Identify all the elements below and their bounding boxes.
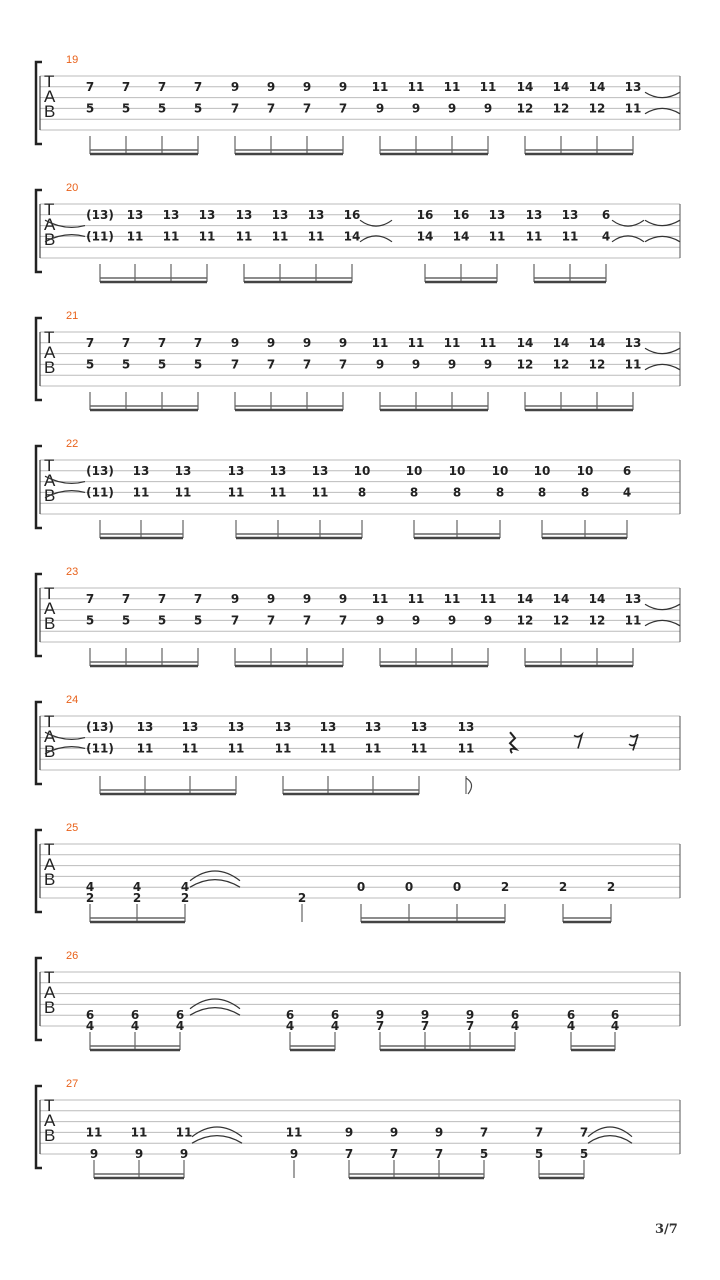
- measure-number: 27: [66, 1078, 79, 1090]
- fret-number: 9: [266, 335, 276, 350]
- slur-curve: [192, 1127, 242, 1143]
- fret-number: 11: [624, 613, 642, 628]
- fret-number: 9: [375, 357, 385, 372]
- fret-number: 5: [85, 613, 95, 628]
- tab-system-27: [36, 1078, 680, 1178]
- fret-number: 14: [552, 591, 570, 606]
- fret-number: 9: [447, 357, 457, 372]
- fret-number: 9: [179, 1147, 189, 1161]
- fret-number: 8: [409, 485, 419, 500]
- fret-number: (11): [86, 229, 114, 244]
- fret-number: 10: [405, 463, 423, 478]
- fret-number: 13: [271, 207, 289, 222]
- fret-number: 9: [447, 613, 457, 628]
- measure-number: 19: [66, 54, 79, 66]
- fret-number: 8: [495, 485, 505, 500]
- fret-number: 11: [407, 335, 425, 350]
- fret-number: 5: [157, 357, 167, 372]
- fret-number: 11: [443, 79, 461, 94]
- fret-number: 11: [311, 485, 329, 500]
- fret-number: 5: [193, 613, 203, 628]
- fret-number: 5: [193, 357, 203, 372]
- fret-number: 11: [457, 741, 475, 756]
- fret-number: 10: [448, 463, 466, 478]
- fret-number: 11: [181, 741, 199, 756]
- fret-number: 13: [227, 463, 245, 478]
- tab-clef-letter: T: [44, 712, 55, 731]
- tab-clef-letter: A: [44, 599, 56, 618]
- fret-number: 5: [121, 101, 131, 116]
- fret-number: 0: [404, 880, 414, 895]
- fret-number: 11: [227, 485, 245, 500]
- fret-number: 4: [85, 1019, 95, 1033]
- fret-number: 5: [85, 357, 95, 372]
- fret-number: 12: [516, 101, 534, 116]
- fret-number: 9: [483, 357, 493, 372]
- fret-number: 14: [552, 335, 570, 350]
- tie-curve: [645, 348, 680, 370]
- fret-number: 6: [601, 207, 611, 222]
- fret-number: 7: [465, 1019, 475, 1033]
- tab-clef-letter: B: [44, 614, 56, 633]
- tab-clef-letter: B: [44, 230, 56, 249]
- fret-number: 7: [230, 101, 240, 116]
- tab-clef-letter: T: [44, 456, 55, 475]
- fret-number: 4: [285, 1019, 295, 1033]
- fret-number: 9: [338, 591, 348, 606]
- tab-system-22: [36, 438, 680, 538]
- fret-number: 11: [407, 79, 425, 94]
- fret-number: 11: [443, 591, 461, 606]
- fret-number: 11: [130, 1125, 148, 1140]
- fret-number: 9: [483, 613, 493, 628]
- fret-number: 7: [230, 357, 240, 372]
- tab-system-23: [36, 566, 680, 666]
- tab-clef-letter: B: [44, 1126, 56, 1145]
- fret-number: 0: [356, 880, 366, 895]
- fret-number: 7: [338, 101, 348, 116]
- fret-number: 5: [479, 1147, 489, 1161]
- fret-number: 5: [121, 357, 131, 372]
- tab-clef-letter: A: [44, 983, 56, 1002]
- measure-number: 20: [66, 182, 79, 194]
- fret-number: 14: [588, 79, 606, 94]
- fret-number: 6: [175, 1008, 185, 1023]
- fret-number: 13: [561, 207, 579, 222]
- fret-number: 11: [271, 229, 289, 244]
- fret-number: 9: [302, 591, 312, 606]
- fret-number: 7: [338, 357, 348, 372]
- fret-number: 9: [302, 79, 312, 94]
- fret-number: 9: [230, 591, 240, 606]
- fret-number: 8: [452, 485, 462, 500]
- fret-number: 9: [338, 335, 348, 350]
- fret-number: 2: [558, 880, 568, 895]
- measure-number: 21: [66, 310, 79, 322]
- tab-clef-letter: A: [44, 727, 56, 746]
- tab-clef-letter: A: [44, 471, 56, 490]
- tie-curve: [612, 220, 644, 242]
- fret-number: 13: [274, 719, 292, 734]
- fret-number: 8: [580, 485, 590, 500]
- fret-number: (11): [86, 741, 114, 756]
- fret-number: 11: [371, 335, 389, 350]
- tab-clef-letter: T: [44, 328, 55, 347]
- fret-number: 11: [319, 741, 337, 756]
- fret-number: 12: [588, 101, 606, 116]
- fret-number: 9: [375, 1008, 385, 1023]
- fret-number: (13): [86, 207, 114, 222]
- tab-clef-letter: B: [44, 358, 56, 377]
- tie-curve: [645, 220, 680, 242]
- tab-clef-letter: A: [44, 1111, 56, 1130]
- fret-number: 11: [235, 229, 253, 244]
- fret-number: 11: [269, 485, 287, 500]
- fret-number: 7: [389, 1147, 399, 1161]
- tie-curve: [645, 604, 680, 626]
- fret-number: 7: [266, 613, 276, 628]
- fret-number: 6: [510, 1008, 520, 1023]
- fret-number: 11: [198, 229, 216, 244]
- fret-number: 14: [588, 335, 606, 350]
- tab-system-20: [36, 182, 680, 282]
- fret-number: 4: [622, 485, 632, 500]
- fret-number: 16: [416, 207, 434, 222]
- fret-number: 14: [516, 335, 534, 350]
- fret-number: 14: [343, 229, 361, 244]
- fret-number: 9: [289, 1147, 299, 1161]
- fret-number: 11: [136, 741, 154, 756]
- fret-number: 8: [357, 485, 367, 500]
- fret-number: 13: [132, 463, 150, 478]
- fret-number: 13: [364, 719, 382, 734]
- fret-number: 9: [447, 101, 457, 116]
- fret-number: 11: [624, 357, 642, 372]
- fret-number: 8: [537, 485, 547, 500]
- fret-number: 7: [121, 79, 131, 94]
- fret-number: 4: [132, 880, 142, 895]
- fret-number: 5: [85, 101, 95, 116]
- fret-number: 11: [126, 229, 144, 244]
- tab-clef-letter: T: [44, 584, 55, 603]
- fret-number: 7: [266, 357, 276, 372]
- fret-number: 6: [330, 1008, 340, 1023]
- system-bracket: [36, 958, 42, 1040]
- fret-number: 5: [157, 101, 167, 116]
- system-bracket: [36, 190, 42, 272]
- fret-number: 14: [452, 229, 470, 244]
- fret-number: 12: [552, 357, 570, 372]
- fret-number: 9: [266, 79, 276, 94]
- fret-number: 11: [525, 229, 543, 244]
- fret-number: 12: [516, 613, 534, 628]
- tab-clef-letter: B: [44, 998, 56, 1017]
- fret-number: 13: [488, 207, 506, 222]
- fret-number: 14: [516, 79, 534, 94]
- fret-number: 13: [307, 207, 325, 222]
- fret-number: 16: [452, 207, 470, 222]
- system-bracket: [36, 574, 42, 656]
- fret-number: 11: [479, 335, 497, 350]
- fret-number: 7: [230, 613, 240, 628]
- tab-system-25: [36, 822, 680, 922]
- measure-number: 22: [66, 438, 79, 450]
- fret-number: 9: [434, 1125, 444, 1140]
- fret-number: 11: [407, 591, 425, 606]
- tab-clef-letter: A: [44, 343, 56, 362]
- fret-number: 2: [180, 891, 190, 905]
- fret-number: 6: [622, 463, 632, 478]
- fret-number: 7: [121, 591, 131, 606]
- fret-number: 5: [579, 1147, 589, 1161]
- fret-number: 7: [121, 335, 131, 350]
- fret-number: 13: [525, 207, 543, 222]
- fret-number: (13): [86, 719, 114, 734]
- fret-number: 7: [302, 357, 312, 372]
- fret-number: 7: [302, 613, 312, 628]
- fret-number: 4: [566, 1019, 576, 1033]
- fret-number: 11: [410, 741, 428, 756]
- fret-number: 11: [175, 1125, 193, 1140]
- tab-clef-letter: B: [44, 742, 56, 761]
- fret-number: 6: [285, 1008, 295, 1023]
- fret-number: 2: [500, 880, 510, 895]
- fret-number: 9: [230, 335, 240, 350]
- fret-number: 7: [157, 591, 167, 606]
- fret-number: 13: [136, 719, 154, 734]
- tab-system-21: [36, 310, 680, 410]
- fret-number: 9: [483, 101, 493, 116]
- fret-number: 10: [576, 463, 594, 478]
- fret-number: 7: [579, 1125, 589, 1140]
- fret-number: 9: [266, 591, 276, 606]
- fret-number: (11): [86, 485, 114, 500]
- fret-number: 7: [193, 79, 203, 94]
- slur-curve: [190, 871, 240, 887]
- fret-number: 5: [193, 101, 203, 116]
- fret-number: 7: [85, 79, 95, 94]
- fret-number: 12: [516, 357, 534, 372]
- fret-number: 9: [375, 613, 385, 628]
- fret-number: 6: [130, 1008, 140, 1023]
- fret-number: 9: [302, 335, 312, 350]
- fret-number: 11: [371, 591, 389, 606]
- fret-number: 10: [533, 463, 551, 478]
- slur-curve: [588, 1127, 632, 1143]
- fret-number: 11: [132, 485, 150, 500]
- fret-number: 5: [157, 613, 167, 628]
- fret-number: 9: [411, 357, 421, 372]
- fret-number: 16: [343, 207, 361, 222]
- fret-number: 11: [624, 101, 642, 116]
- measure-number: 24: [66, 694, 79, 706]
- fret-number: 9: [411, 101, 421, 116]
- fret-number: 12: [552, 613, 570, 628]
- fret-number: 7: [193, 335, 203, 350]
- fret-number: 13: [624, 79, 642, 94]
- fret-number: 4: [601, 229, 611, 244]
- fret-number: 11: [227, 741, 245, 756]
- fret-number: 11: [371, 79, 389, 94]
- fret-number: 11: [479, 79, 497, 94]
- fret-number: 7: [344, 1147, 354, 1161]
- tab-clef-letter: T: [44, 968, 55, 987]
- fret-number: 7: [266, 101, 276, 116]
- fret-number: 9: [134, 1147, 144, 1161]
- fret-number: 12: [588, 613, 606, 628]
- fret-number: 13: [174, 463, 192, 478]
- fret-number: 2: [85, 891, 95, 905]
- fret-number: 13: [319, 719, 337, 734]
- fret-number: 7: [479, 1125, 489, 1140]
- fret-number: 14: [516, 591, 534, 606]
- fret-number: 11: [307, 229, 325, 244]
- quarter-rest: [510, 732, 516, 753]
- fret-number: 2: [297, 891, 307, 905]
- fret-number: 13: [311, 463, 329, 478]
- eighth-rest: [574, 734, 582, 748]
- fret-number: 11: [274, 741, 292, 756]
- note-flag: [466, 778, 472, 794]
- fret-number: 13: [624, 591, 642, 606]
- fret-number: 6: [85, 1008, 95, 1023]
- fret-number: 9: [338, 79, 348, 94]
- fret-number: 9: [89, 1147, 99, 1161]
- fret-number: 11: [285, 1125, 303, 1140]
- tie-curve: [645, 92, 680, 114]
- tab-clef-letter: A: [44, 215, 56, 234]
- fret-number: 4: [175, 1019, 185, 1033]
- fret-number: 9: [465, 1008, 475, 1023]
- slur-curve: [190, 999, 240, 1015]
- system-bracket: [36, 830, 42, 912]
- fret-number: 11: [488, 229, 506, 244]
- fret-number: 9: [375, 101, 385, 116]
- tab-clef-letter: A: [44, 855, 56, 874]
- fret-number: 13: [410, 719, 428, 734]
- system-bracket: [36, 446, 42, 528]
- fret-number: 11: [85, 1125, 103, 1140]
- measure-number: 26: [66, 950, 79, 962]
- fret-number: 4: [510, 1019, 520, 1033]
- fret-number: 7: [85, 591, 95, 606]
- fret-number: 9: [420, 1008, 430, 1023]
- fret-number: 6: [566, 1008, 576, 1023]
- fret-number: 7: [302, 101, 312, 116]
- fret-number: 6: [610, 1008, 620, 1023]
- fret-number: 10: [353, 463, 371, 478]
- fret-number: 14: [416, 229, 434, 244]
- fret-number: 7: [420, 1019, 430, 1033]
- tab-clef-letter: A: [44, 87, 56, 106]
- fret-number: 9: [344, 1125, 354, 1140]
- fret-number: 7: [338, 613, 348, 628]
- page-number: 3/7: [655, 1222, 678, 1237]
- measure-number: 23: [66, 566, 79, 578]
- fret-number: 12: [588, 357, 606, 372]
- tab-clef-letter: B: [44, 486, 56, 505]
- fret-number: 11: [479, 591, 497, 606]
- tab-clef-letter: T: [44, 840, 55, 859]
- fret-number: 9: [230, 79, 240, 94]
- fret-number: 4: [330, 1019, 340, 1033]
- fret-number: 13: [457, 719, 475, 734]
- tab-clef-letter: B: [44, 102, 56, 121]
- tab-clef-letter: T: [44, 72, 55, 91]
- tab-system-26: [36, 950, 680, 1050]
- fret-number: 9: [389, 1125, 399, 1140]
- tab-system-24: [36, 694, 680, 794]
- tab-clef-letter: B: [44, 870, 56, 889]
- fret-number: 5: [534, 1147, 544, 1161]
- fret-number: 11: [174, 485, 192, 500]
- fret-number: 7: [157, 335, 167, 350]
- fret-number: 13: [269, 463, 287, 478]
- fret-number: 10: [491, 463, 509, 478]
- fret-number: 13: [181, 719, 199, 734]
- fret-number: 11: [443, 335, 461, 350]
- fret-number: 2: [606, 880, 616, 895]
- fret-number: 11: [162, 229, 180, 244]
- fret-number: 4: [610, 1019, 620, 1033]
- fret-number: 7: [534, 1125, 544, 1140]
- fret-number: 7: [193, 591, 203, 606]
- fret-number: 11: [561, 229, 579, 244]
- system-bracket: [36, 1086, 42, 1168]
- fret-number: 0: [452, 880, 462, 895]
- system-bracket: [36, 702, 42, 784]
- measure-number: 25: [66, 822, 79, 834]
- tab-system-19: [36, 54, 680, 154]
- fret-number: 7: [85, 335, 95, 350]
- fret-number: 9: [411, 613, 421, 628]
- fret-number: 13: [162, 207, 180, 222]
- fret-number: 12: [552, 101, 570, 116]
- fret-number: 13: [227, 719, 245, 734]
- fret-number: 7: [375, 1019, 385, 1033]
- fret-number: 13: [126, 207, 144, 222]
- fret-number: 14: [588, 591, 606, 606]
- tab-clef-letter: T: [44, 1096, 55, 1115]
- fret-number: 5: [121, 613, 131, 628]
- fret-number: 4: [85, 880, 95, 895]
- fret-number: 13: [235, 207, 253, 222]
- fret-number: 7: [157, 79, 167, 94]
- fret-number: 4: [130, 1019, 140, 1033]
- fret-number: 4: [180, 880, 190, 895]
- fret-number: 14: [552, 79, 570, 94]
- tab-clef-letter: T: [44, 200, 55, 219]
- fret-number: 13: [624, 335, 642, 350]
- fret-number: 13: [198, 207, 216, 222]
- fret-number: 11: [364, 741, 382, 756]
- system-bracket: [36, 62, 42, 144]
- tie-curve: [360, 220, 392, 242]
- fret-number: 7: [434, 1147, 444, 1161]
- system-bracket: [36, 318, 42, 400]
- fret-number: (13): [86, 463, 114, 478]
- fret-number: 2: [132, 891, 142, 905]
